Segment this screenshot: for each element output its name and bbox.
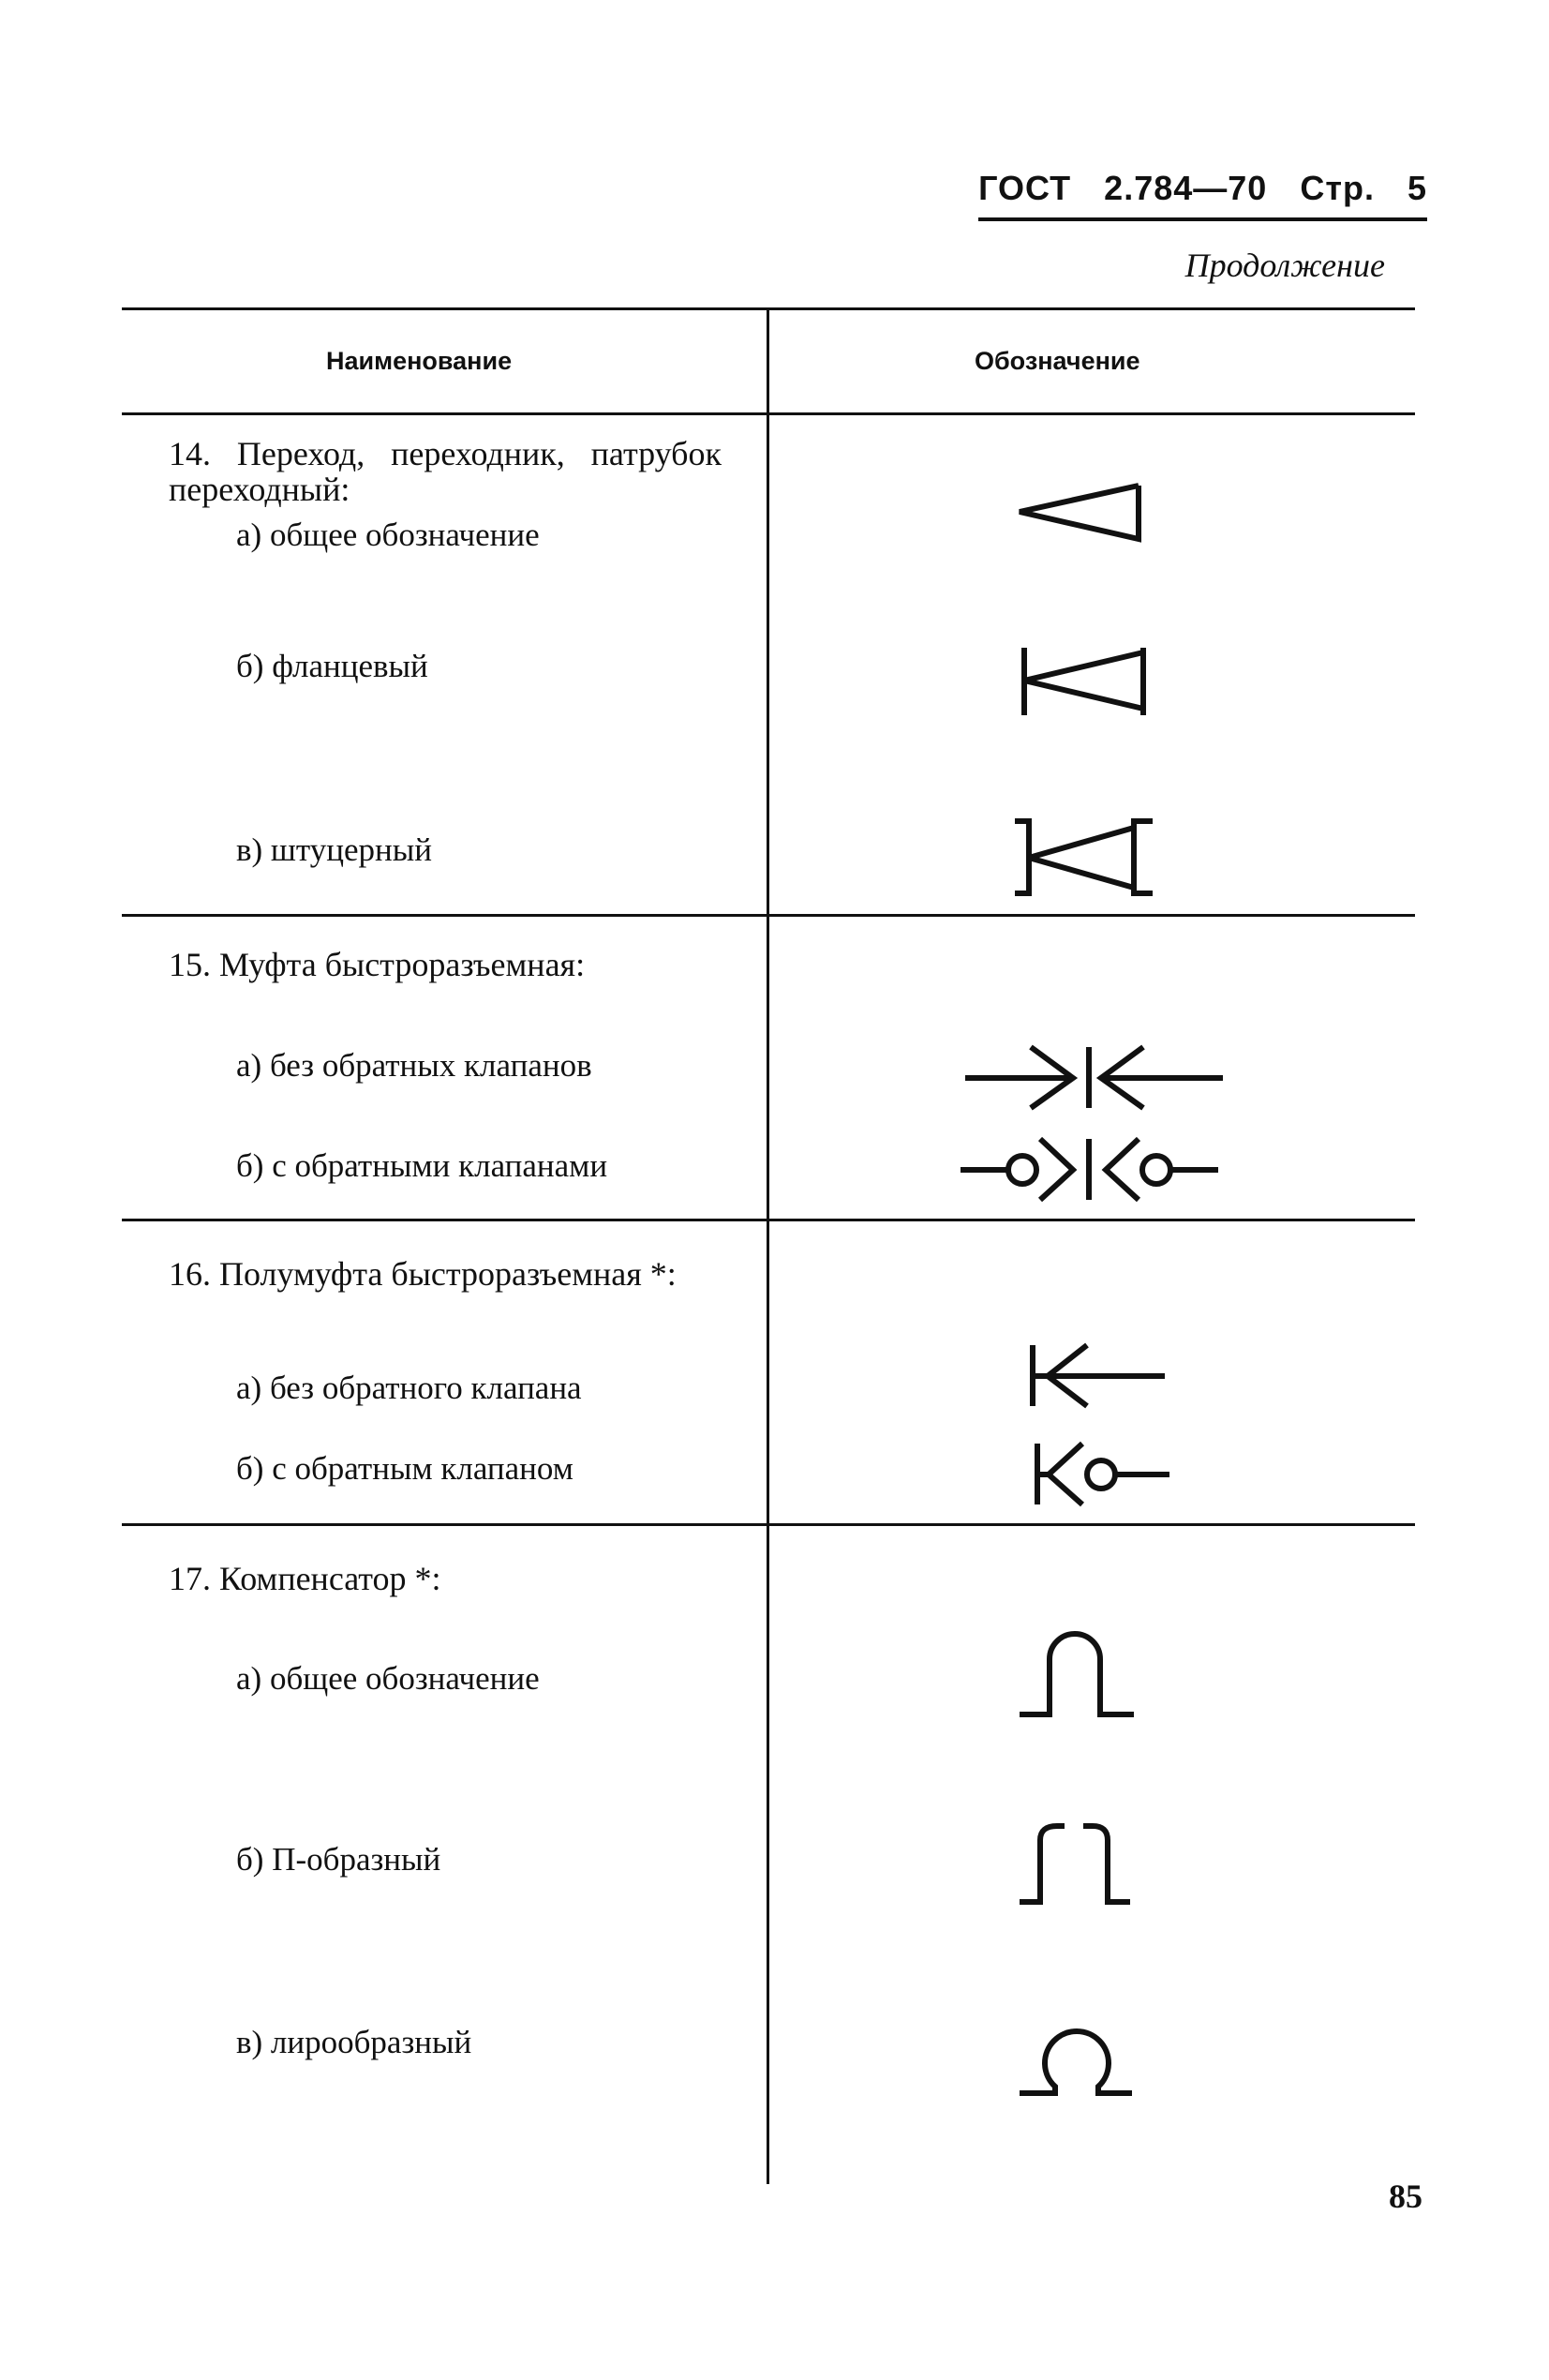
reducer-flanged-icon <box>1021 645 1153 720</box>
half-coupling-with-check-valve-icon <box>1034 1441 1174 1508</box>
item-label: а) общее обозначение <box>236 516 540 553</box>
quick-coupling-no-check-valves-icon <box>965 1042 1228 1110</box>
item-label: б) П-образный <box>236 1841 441 1878</box>
row-title: 15. Муфта быстроразъемная: <box>169 946 586 983</box>
standard-number: 2.784—70 <box>1104 169 1268 207</box>
column-header-symbol: Обозначение <box>975 347 1140 375</box>
reducer-general-icon <box>1012 483 1143 543</box>
item-label: а) общее обозначение <box>236 1660 540 1697</box>
column-divider <box>767 309 769 2184</box>
item-label: а) без обратного клапана <box>236 1370 582 1406</box>
compensator-u-shaped-icon <box>1020 1823 1137 1908</box>
compensator-lyre-icon <box>1020 2013 1137 2098</box>
page-number: 85 <box>1389 2178 1422 2215</box>
continuation-label: Продолжение <box>1184 247 1385 284</box>
item-label: б) фланцевый <box>236 648 428 684</box>
row-title: 17. Компенсатор *: <box>169 1560 441 1597</box>
item-label: а) без обратных клапанов <box>236 1047 592 1084</box>
column-header-name: Наименование <box>326 347 513 375</box>
item-label: в) штуцерный <box>236 831 432 868</box>
header-page-number: 5 <box>1407 169 1427 207</box>
item-label: в) лирообразный <box>236 2024 472 2060</box>
reducer-union-icon <box>1012 818 1162 898</box>
page-header <box>978 169 1427 221</box>
half-coupling-no-check-valve-icon <box>1029 1342 1169 1410</box>
row-title: 14. Переход, переходник, патрубок переходный: <box>169 435 722 508</box>
standard-label: ГОСТ <box>978 169 1072 207</box>
page-label: Стр. <box>1300 169 1375 207</box>
quick-coupling-with-check-valves-icon <box>961 1134 1232 1202</box>
standard-reference <box>978 169 1427 221</box>
compensator-general-icon <box>1020 1626 1137 1720</box>
item-label: б) с обратным клапаном <box>236 1450 573 1487</box>
item-label: б) с обратными клапанами <box>236 1147 608 1184</box>
row-title: 16. Полумуфта быстроразъемная *: <box>169 1255 677 1293</box>
